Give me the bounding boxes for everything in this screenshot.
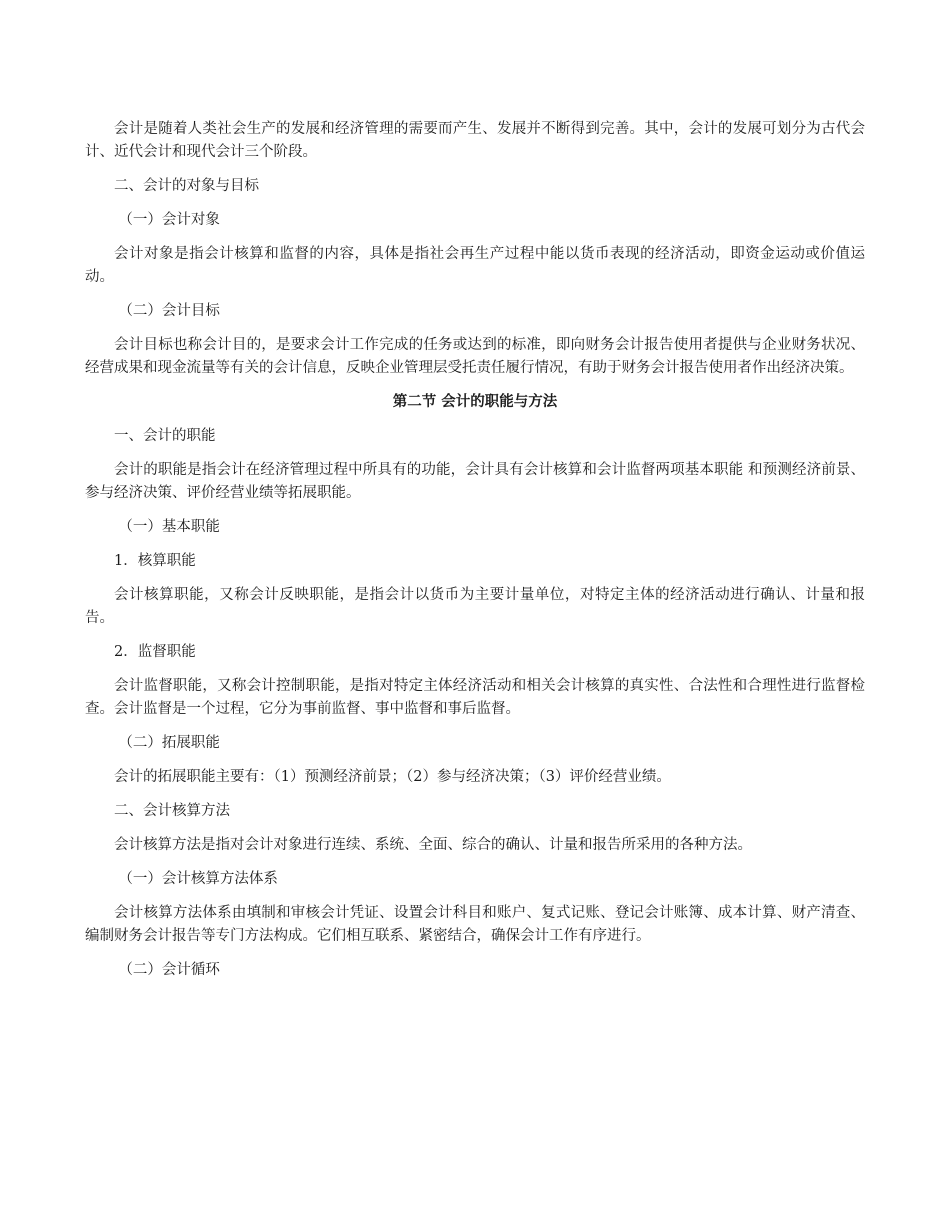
paragraph-accounting-goal: 会计目标也称会计目的，是要求会计工作完成的任务或达到的标准，即向财务会计报告使用者提供与企业财务状况、经营成果和现金流量等有关的会计信息，反映企业管理层受托责任履行情况，有助于财务会计报告使用者作出经济决策。 <box>85 337 865 376</box>
subheading-basic-functions: （一）基本职能 <box>118 519 220 535</box>
subheading-accounting-goal: （二）会计目标 <box>118 303 220 319</box>
paragraph-supervision-function: 会计监督职能，又称会计控制职能，是指对特定主体经济活动和相关会计核算的真实性、合法性和合理性进行监督检查。会计监督是一个过程，它分为事前监督、事中监督和事后监督。 <box>85 678 865 717</box>
subheading-method-system: （一）会计核算方法体系 <box>118 871 278 887</box>
heading-accounting-function: 1．核算职能 <box>114 553 196 569</box>
paragraph-accounting-development: 会计是随着人类社会生产的发展和经济管理的需要而产生、发展并不断得到完善。其中，会计的发展可划分为古代会计、近代会计和现代会计三个阶段。 <box>85 121 865 160</box>
subheading-accounting-cycle: （二）会计循环 <box>118 962 220 978</box>
subheading-accounting-object: （一）会计对象 <box>118 212 220 228</box>
paragraph-method-system: 会计核算方法体系由填制和审核会计凭证、设置会计科目和账户、复式记账、登记会计账簿、成本计算、财产清查、编制财务会计报告等专门方法构成。它们相互联系、紧密结合，确保会计工作有序进行。 <box>85 905 865 944</box>
section-title: 第二节 会计的职能与方法 <box>392 394 558 410</box>
heading-object-and-goal: 二、会计的对象与目标 <box>114 178 259 194</box>
paragraph-accounting-methods: 会计核算方法是指对会计对象进行连续、系统、全面、综合的确认、计量和报告所采用的各种方法。 <box>114 837 752 853</box>
heading-functions: 一、会计的职能 <box>114 428 216 444</box>
subheading-extended-functions: （二）拓展职能 <box>118 735 220 751</box>
heading-supervision-function: 2．监督职能 <box>114 644 196 660</box>
paragraph-accounting-function: 会计核算职能，又称会计反映职能，是指会计以货币为主要计量单位，对特定主体的经济活动进行确认、计量和报告。 <box>85 587 865 626</box>
paragraph-functions: 会计的职能是指会计在经济管理过程中所具有的功能，会计具有会计核算和会计监督两项基本职能 和预测经济前景、参与经济决策、评价经营业绩等拓展职能。 <box>85 462 865 501</box>
document-body <box>85 118 865 993</box>
paragraph-extended-functions: 会计的拓展职能主要有：（1）预测经济前景；（2）参与经济决策；（3）评价经营业绩。 <box>114 769 671 785</box>
heading-accounting-methods: 二、会计核算方法 <box>114 803 230 819</box>
paragraph-accounting-object: 会计对象是指会计核算和监督的内容，具体是指社会再生产过程中能以货币表现的经济活动，即资金运动或价值运动。 <box>85 246 865 285</box>
